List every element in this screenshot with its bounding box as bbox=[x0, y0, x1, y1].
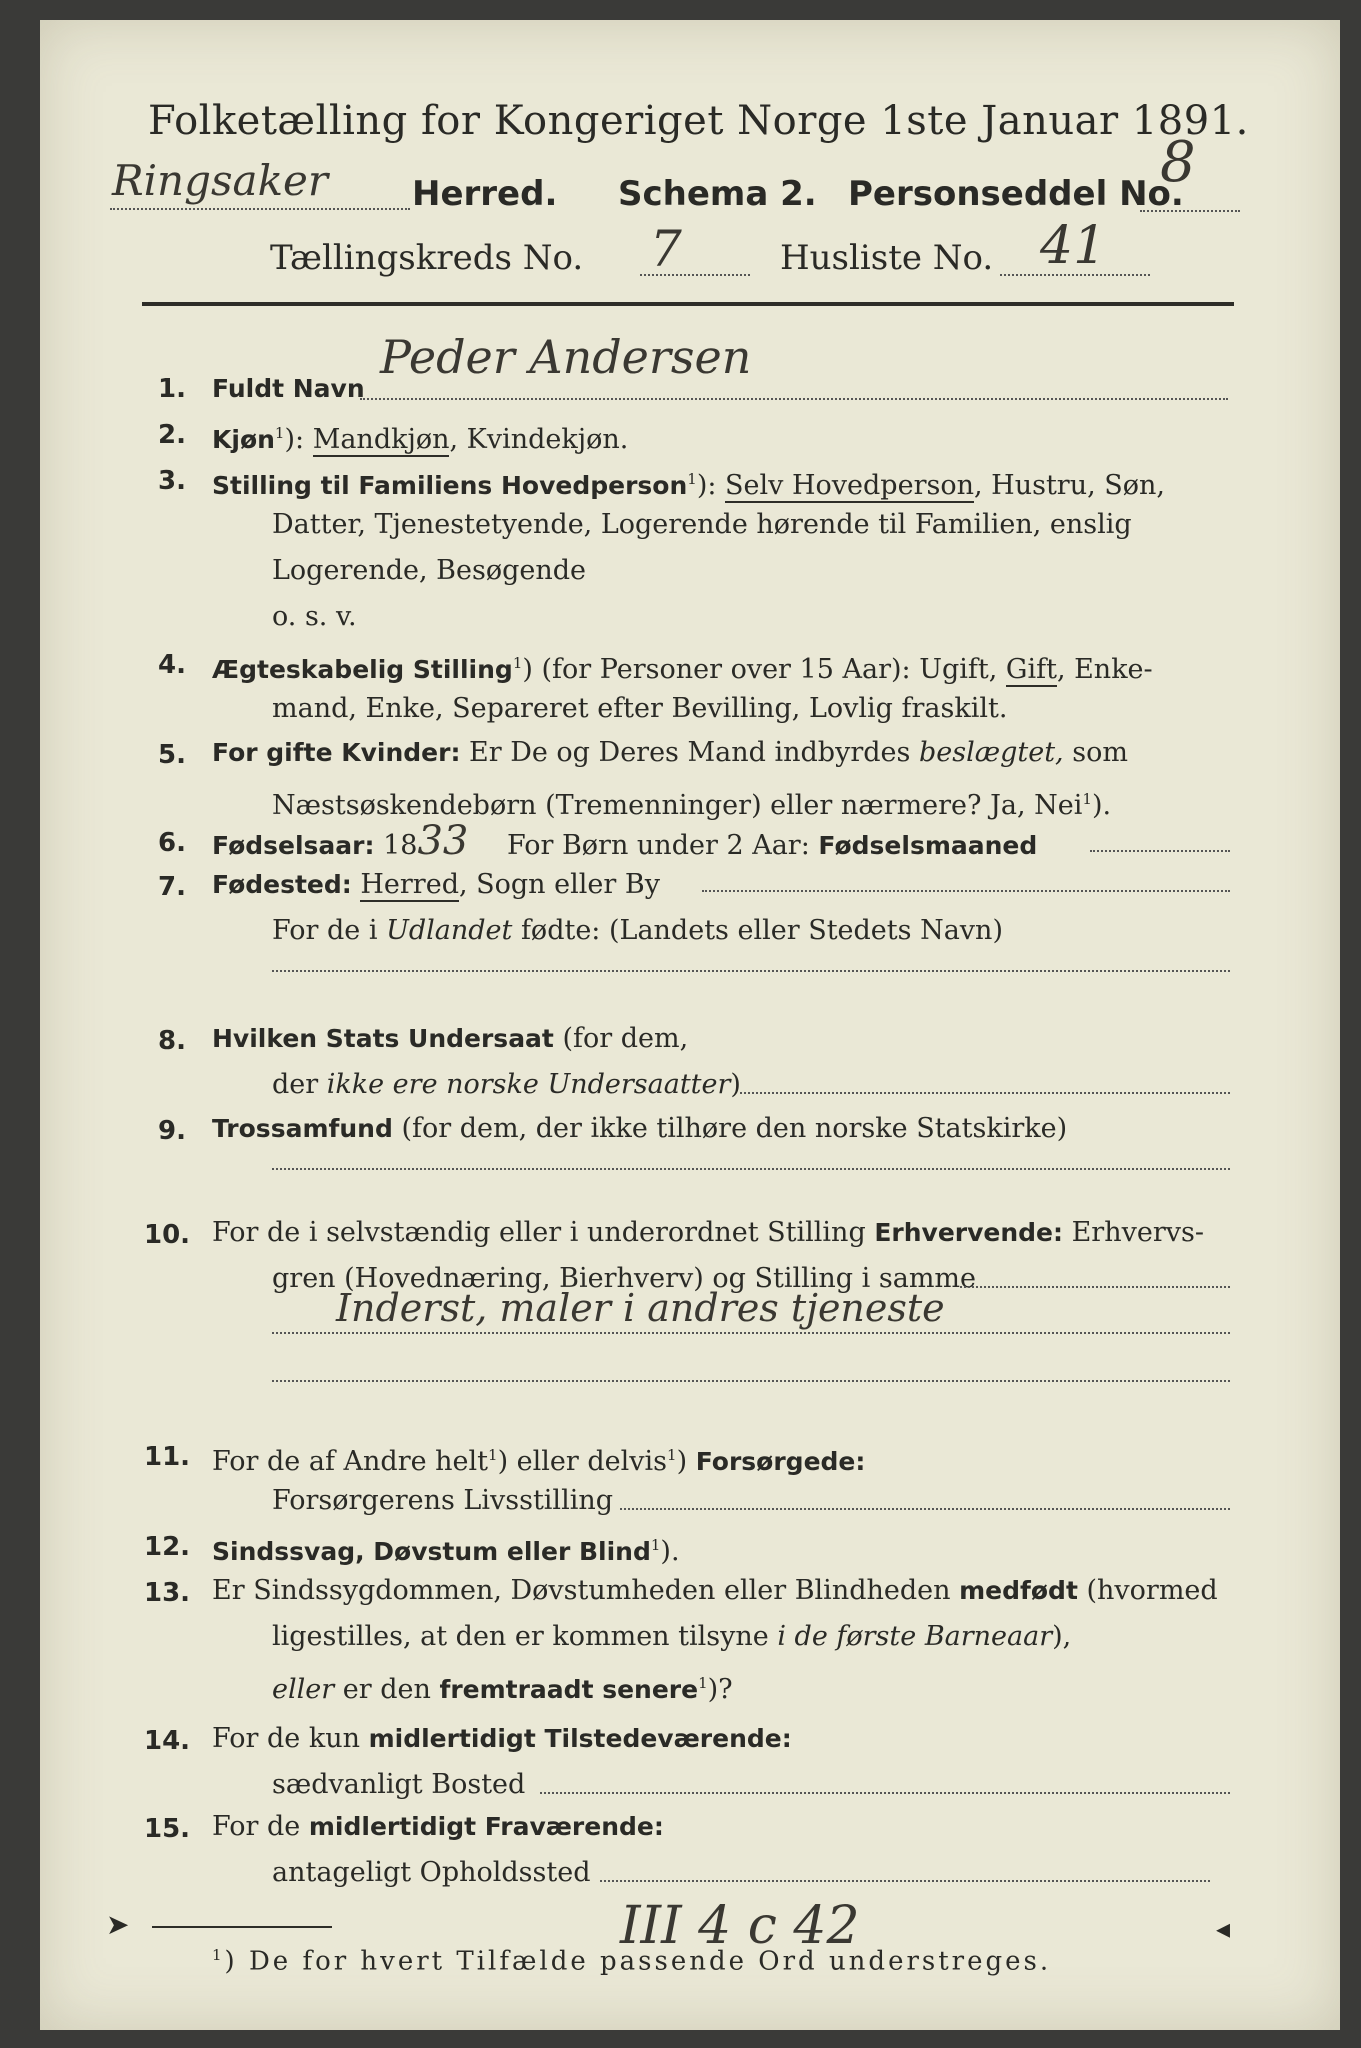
q2-selected-option: Mandkjøn bbox=[312, 424, 450, 455]
q8-line1: Hvilken Stats Undersaat (for dem, bbox=[212, 1023, 689, 1054]
q11-number: 11. bbox=[144, 1442, 191, 1472]
q5-line1: For gifte Kvinder: Er De og Deres Mand indbyrdes beslægtet, som bbox=[212, 737, 1128, 768]
kreds-dotted-line bbox=[640, 274, 750, 276]
husliste-dotted-line bbox=[1000, 274, 1150, 276]
q12-number: 12. bbox=[144, 1532, 191, 1562]
q7-answer-line bbox=[272, 970, 1230, 972]
q11-line2: Forsørgerens Livsstilling bbox=[272, 1485, 614, 1516]
footnote: $^1$) De for hvert Tilfælde passende Ord understreges. bbox=[212, 1946, 1052, 1977]
archive-mark-handwritten: III 4 c 42 bbox=[620, 1896, 860, 1956]
herred-dotted-line bbox=[110, 208, 410, 210]
corner-arrow-right-icon: ◂ bbox=[1216, 1912, 1231, 1945]
q14-dotted-line bbox=[540, 1792, 1230, 1794]
q15-line2: antageligt Opholdssted bbox=[272, 1857, 591, 1888]
corner-arrow-left-icon: ➤ bbox=[106, 1908, 130, 1941]
form-title: Folketælling for Kongeriget Norge 1ste Januar 1891. bbox=[148, 98, 1249, 144]
q11-line1: For de af Andre helt$^1$) eller delvis$^1$) Forsørgede: bbox=[212, 1446, 866, 1477]
herred-label: Herred. bbox=[412, 174, 558, 214]
q14-line2: sædvanligt Bosted bbox=[272, 1769, 526, 1800]
q11-dotted-line bbox=[620, 1508, 1230, 1510]
q15-number: 15. bbox=[144, 1814, 191, 1844]
q8-line2: der ikke ere norske Undersaatter) bbox=[272, 1069, 741, 1100]
q1-number: 1. bbox=[158, 374, 186, 404]
q10-answer-line bbox=[272, 1332, 1230, 1334]
q7-line1: Fødested: Herred, Sogn eller By bbox=[212, 869, 660, 900]
q3-number: 3. bbox=[158, 466, 186, 496]
q3-selected-option: Selv Hovedperson bbox=[725, 470, 974, 501]
q3-line2: Datter, Tjenestetyende, Logerende hørende til Familien, enslig bbox=[272, 509, 1132, 540]
q4-number: 4. bbox=[158, 650, 186, 680]
footnote-rule bbox=[152, 1926, 332, 1928]
q8-number: 8. bbox=[158, 1026, 186, 1056]
q4-selected-option: Gift bbox=[1005, 654, 1057, 685]
q4-line1: Ægteskabelig Stilling$^1$) (for Personer over 15 Aar): Ugift, Gift, Enke- bbox=[212, 654, 1153, 685]
q6-line1: Fødselsaar: 1833 For Børn under 2 Aar: Fødselsmaaned bbox=[212, 818, 1038, 864]
kreds-number: 7 bbox=[650, 220, 682, 278]
q15-line1: For de midlertidigt Fraværende: bbox=[212, 1811, 664, 1842]
q15-dotted-line bbox=[600, 1880, 1210, 1882]
schema-label: Schema 2. bbox=[618, 174, 817, 214]
q7-selected-option: Herred bbox=[360, 869, 459, 900]
q10-dotted-line bbox=[960, 1286, 1230, 1288]
q6-number: 6. bbox=[158, 828, 186, 858]
q1-label: Fuldt Navn bbox=[212, 374, 365, 403]
q4-line2: mand, Enke, Separeret efter Bevilling, Lovlig fraskilt. bbox=[272, 693, 1008, 724]
personseddel-number: 8 bbox=[1160, 130, 1196, 195]
q10-answer-line-2 bbox=[272, 1380, 1230, 1382]
q3-line3: Logerende, Besøgende bbox=[272, 555, 586, 586]
q1-answer-name: Peder Andersen bbox=[380, 330, 752, 384]
q13-line3: eller er den fremtraadt senere$^1$)? bbox=[272, 1674, 733, 1705]
q3-line1: Stilling til Familiens Hovedperson$^1$): Selv Hovedperson, Hustru, Søn, bbox=[212, 470, 1165, 501]
q10-number: 10. bbox=[144, 1220, 191, 1250]
personseddel-dotted-line bbox=[1140, 210, 1240, 212]
q6-birth-year: 33 bbox=[417, 818, 469, 864]
q13-line2: ligestilles, at den er kommen tilsyne i de første Barneaar), bbox=[272, 1621, 1072, 1652]
q1-dotted-line bbox=[360, 398, 1228, 400]
q12-line1: Sindssvag, Døvstum eller Blind$^1$). bbox=[212, 1536, 680, 1567]
q7-line2: For de i Udlandet fødte: (Landets eller Stedets Navn) bbox=[272, 915, 1003, 946]
header-rule bbox=[142, 302, 1234, 306]
q9-answer-line bbox=[272, 1168, 1230, 1170]
q3-line4: o. s. v. bbox=[272, 601, 357, 632]
herred-name-handwritten: Ringsaker bbox=[112, 156, 328, 205]
q2-number: 2. bbox=[158, 420, 186, 450]
kreds-label: Tællingskreds No. bbox=[270, 238, 584, 278]
q6-dotted-line bbox=[1090, 850, 1230, 852]
q10-line2: gren (Hovednæring, Bierhverv) og Stilling i samme bbox=[272, 1263, 977, 1294]
q5-number: 5. bbox=[158, 740, 186, 770]
census-form-page bbox=[40, 20, 1340, 2030]
q13-line1: Er Sindssygdommen, Døvstumheden eller Blindheden medfødt (hvormed bbox=[212, 1575, 1218, 1606]
husliste-label: Husliste No. bbox=[780, 238, 994, 278]
q14-number: 14. bbox=[144, 1726, 191, 1756]
q9-number: 9. bbox=[158, 1116, 186, 1146]
q10-answer-occupation: Inderst, maler i andres tjeneste bbox=[336, 1286, 945, 1330]
q7-number: 7. bbox=[158, 872, 186, 902]
q8-dotted-line bbox=[740, 1092, 1230, 1094]
q5-line2: Næstsøskendebørn (Tremenninger) eller nærmere? Ja, Nei$^1$). bbox=[272, 790, 1112, 821]
q14-line1: For de kun midlertidigt Tilstedeværende: bbox=[212, 1723, 792, 1754]
q10-line1: For de i selvstændig eller i underordnet Stilling Erhvervende: Erhvervs- bbox=[212, 1217, 1204, 1248]
q13-number: 13. bbox=[144, 1578, 191, 1608]
personseddel-label: Personseddel No. bbox=[848, 174, 1184, 214]
husliste-number: 41 bbox=[1040, 216, 1107, 276]
q7-dotted-line bbox=[702, 890, 1230, 892]
q2-text: Kjøn$^1$): Mandkjøn, Kvindekjøn. bbox=[212, 424, 629, 455]
q9-line1: Trossamfund (for dem, der ikke tilhøre den norske Statskirke) bbox=[212, 1113, 1068, 1144]
